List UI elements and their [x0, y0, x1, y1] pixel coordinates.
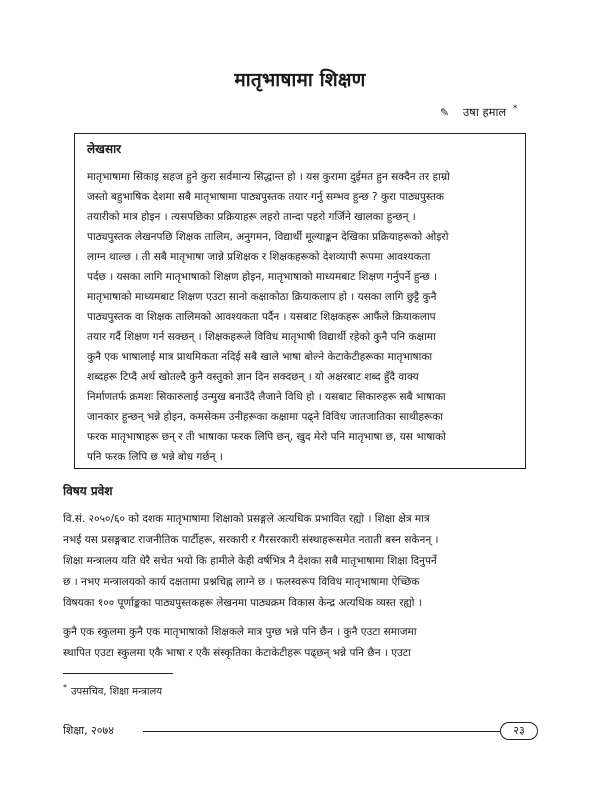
abstract-line: मातृभाषाको माध्यमबाट शिक्षण एउटा सानो कक्षाकोठा क्रियाकलाप हो । यसका लागि छुट्टै कुनै [87, 291, 437, 303]
abstract-line: पाठ्यपुस्तक लेखनपछि शिक्षक तालिम, अनुगमन, विद्यार्थी मूल्याङ्कन देखिका प्रक्रियाहरूको ओइरो [87, 231, 449, 243]
abstract-line: लाग्न थाल्छ । ती सबै मातृभाषा जान्ने प्रशिक्षक र शिक्षकहरूको देशव्यापी रूपमा आवश्यकता [87, 251, 431, 263]
body-line: कुनै एक स्कुलमा कुनै एक मातृभाषाको शिक्षकले मात्र पुग्छ भन्ने पनि छैन । कुनै एउटा समाजमा [63, 626, 417, 638]
body-line: छ । नभए मन्त्रालयको कार्य दक्षतामा प्रश्नचिह्न लाग्ने छ । फलस्वरूप विविध मातृभाषामा ऐच्छिक [63, 576, 420, 588]
abstract-line: कुनै एक भाषालाई मात्र प्राथमिकता नदिई सबै खाले भाषा बोल्ने केटाकेटीहरूका मातृभाषाका [87, 351, 433, 363]
abstract-line: पनि फरक लिपि छ भन्ने बोध गर्छन् । [87, 451, 223, 463]
body-line: नभई यस प्रसङ्गबाट राजनीतिक पार्टीहरू, सरकारी र गैरसरकारी संस्थाहरूसमेत नताती बस्न सकेनन् । [63, 534, 439, 546]
footnote-text: उपसचिव, शिक्षा मन्त्रालय [71, 686, 163, 698]
author-name: उषा हमाल [462, 104, 507, 119]
abstract-line: निर्माणतर्फ क्रमशः सिकारुलाई उन्मुख बनाउँदै लैजाने विधि हो । यसबाट सिकारुहरू सबै भाषाका [87, 391, 446, 403]
abstract-line: जानकार हुन्छन् भन्ने होइन, कमसेकम उनीहरूका कक्षामा पढ्ने विविध जातजातिका साथीहरूका [87, 411, 443, 423]
abstract-line: तयार गर्दै शिक्षण गर्न सक्छन् । शिक्षकहरूले विविध मातृभाषी विद्यार्थी रहेको कुनै पनि कक्षामा [87, 331, 436, 343]
abstract-line: जस्तो बहुभाषिक देशमा सबै मातृभाषामा पाठ्यपुस्तक तयार गर्नु सम्भव हुन्छ ? कुरा पाठ्यपुस्तक [87, 191, 444, 203]
footnote-marker: * [63, 683, 67, 692]
abstract-line: पाठ्यपुस्तक वा शिक्षक तालिमको आवश्यकता पर्दैन । यसबाट शिक्षकहरू आफैंले क्रियाकलाप [87, 311, 436, 323]
page-number: २३ [500, 722, 538, 740]
abstract-line: मातृभाषामा सिकाइ सहज हुने कुरा सर्वमान्य सिद्धान्त हो । यस कुरामा दुईमत हुन सक्दैन तर हाम्रो [87, 171, 450, 183]
article-title: मातृभाषामा शिक्षण [234, 69, 366, 91]
author-line [440, 104, 517, 120]
abstract-line: तयारीको मात्र होइन । त्यसपछिका प्रक्रियाहरू लहरो तान्दा पहरो गर्जिने खालका हुन्छन् । [87, 211, 416, 223]
abstract-line: शब्दहरू टिप्दै अर्थ खोतल्दै कुनै वस्तुको ज्ञान दिन सक्दछन् । यो अक्षरबाट शब्द हुँदै वाक्य [87, 371, 419, 383]
body-line: स्थापित एउटा स्कुलमा एकै भाषा र एकै संस्कृतिका केटाकेटीहरू पढ्छन् भन्ने पनि छैन । एउटा [63, 647, 411, 659]
abstract-line: फरक मातृभाषाहरू छन् र ती भाषाका फरक लिपि छन्, खुद मेरो पनि मातृभाषा छ, यस भाषाको [87, 431, 446, 443]
abstract-heading: लेखसार [87, 142, 122, 156]
footnote-rule [63, 673, 173, 674]
body-line: शिक्षा मन्त्रालय यति धेरै सचेत भयो कि हामीले केही वर्षभित्र नै देशका सबै मातृभाषामा शिक्षा दिनुपर्ने [63, 555, 437, 567]
abstract-box [74, 133, 526, 469]
journal-footer: शिक्षा, २०७४ [63, 724, 114, 737]
author-footnote-marker: * [512, 104, 518, 114]
body-line: विषयका १०० पूर्णाङ्कका पाठ्यपुस्तकहरू लेखनमा पाठ्यक्रम विकास केन्द्र अत्यधिक व्यस्त रह्यो । [63, 597, 422, 609]
footnote [63, 683, 162, 697]
footer-rule [143, 731, 500, 732]
body-line: वि.सं. २०५०/६० को दशक मातृभाषामा शिक्षाको प्रसङ्गले अत्यधिक प्रभावित रह्यो । शिक्षा क्षेत्र मात्र [63, 513, 430, 525]
pen-icon: ✎ [440, 105, 450, 119]
section-heading: विषय प्रवेश [63, 484, 113, 498]
abstract-line: पर्दछ । यसका लागि मातृभाषाको शिक्षण होइन, मातृभाषाको माध्यमबाट शिक्षण गर्नुपर्ने हुन्छ । [87, 271, 438, 283]
